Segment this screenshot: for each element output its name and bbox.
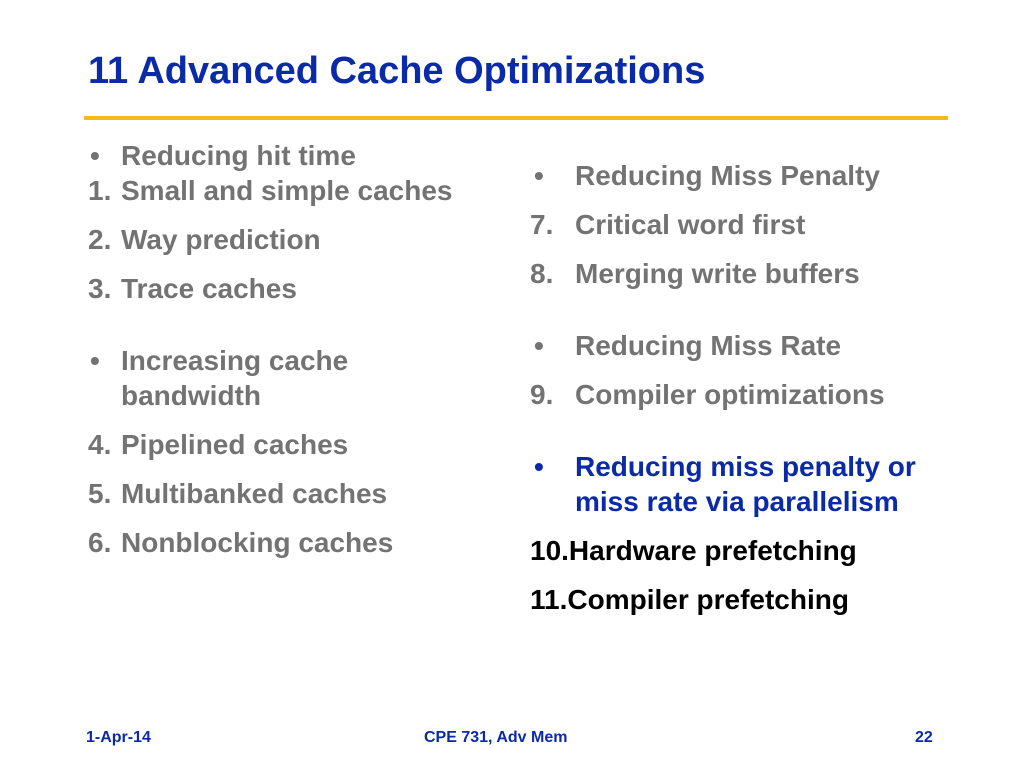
slide-title: 11 Advanced Cache Optimizations	[88, 50, 706, 92]
item-number: 8.	[530, 258, 554, 289]
left-column-list	[88, 138, 488, 560]
bullet-icon: •	[90, 345, 100, 376]
heading-text: Reducing Miss Rate	[575, 330, 842, 361]
list-item-7	[530, 207, 970, 242]
item-text: Trace caches	[121, 273, 297, 304]
heading-text: Reducing hit time	[121, 140, 356, 171]
heading-reducing-miss-penalty	[530, 158, 970, 193]
item-text: Critical word first	[575, 209, 806, 240]
heading-text: Increasing cache bandwidth	[121, 345, 349, 411]
item-number: 9.	[530, 379, 554, 410]
list-item-2	[88, 222, 488, 257]
item-text: 10.Hardware prefetching	[530, 535, 857, 566]
item-number: 6.	[88, 527, 112, 558]
item-text: Multibanked caches	[121, 478, 388, 509]
heading-increasing-bandwidth	[88, 343, 488, 413]
list-item-8	[530, 256, 970, 291]
title-underline-rule	[84, 116, 948, 120]
footer-page-number: 22	[915, 729, 933, 746]
bullet-icon: •	[534, 160, 544, 191]
heading-text: Reducing Miss Penalty	[575, 160, 880, 191]
item-number: 4.	[88, 429, 112, 460]
footer-course: CPE 731, Adv Mem	[424, 729, 568, 746]
heading-reducing-miss-rate	[530, 328, 970, 363]
item-number: 3.	[88, 273, 112, 304]
bullet-icon: •	[90, 140, 100, 171]
list-item-1	[88, 173, 488, 208]
list-item-6	[88, 525, 488, 560]
item-text: Merging write buffers	[575, 258, 860, 289]
item-number: 2.	[88, 224, 112, 255]
item-text: Small and simple caches	[121, 175, 453, 206]
list-item-5	[88, 476, 488, 511]
item-number: 5.	[88, 478, 112, 509]
heading-text: Reducing miss penalty or miss rate via parallelism	[575, 451, 916, 517]
list-item-4	[88, 427, 488, 462]
list-item-10	[530, 533, 970, 568]
item-text: Compiler optimizations	[575, 379, 885, 410]
item-number: 1.	[88, 175, 112, 206]
item-text: Way prediction	[121, 224, 321, 255]
bullet-icon: •	[534, 451, 544, 482]
item-text: Pipelined caches	[121, 429, 349, 460]
list-item-3	[88, 271, 488, 306]
bullet-icon: •	[534, 330, 544, 361]
footer-date: 1-Apr-14	[86, 729, 151, 746]
item-text: 11.Compiler prefetching	[530, 584, 849, 615]
right-column-list	[530, 158, 970, 617]
heading-reducing-hit-time	[88, 138, 488, 173]
item-text: Nonblocking caches	[121, 527, 394, 558]
heading-parallelism	[530, 449, 950, 519]
list-item-11	[530, 582, 970, 617]
item-number: 7.	[530, 209, 554, 240]
list-item-9	[530, 377, 970, 412]
